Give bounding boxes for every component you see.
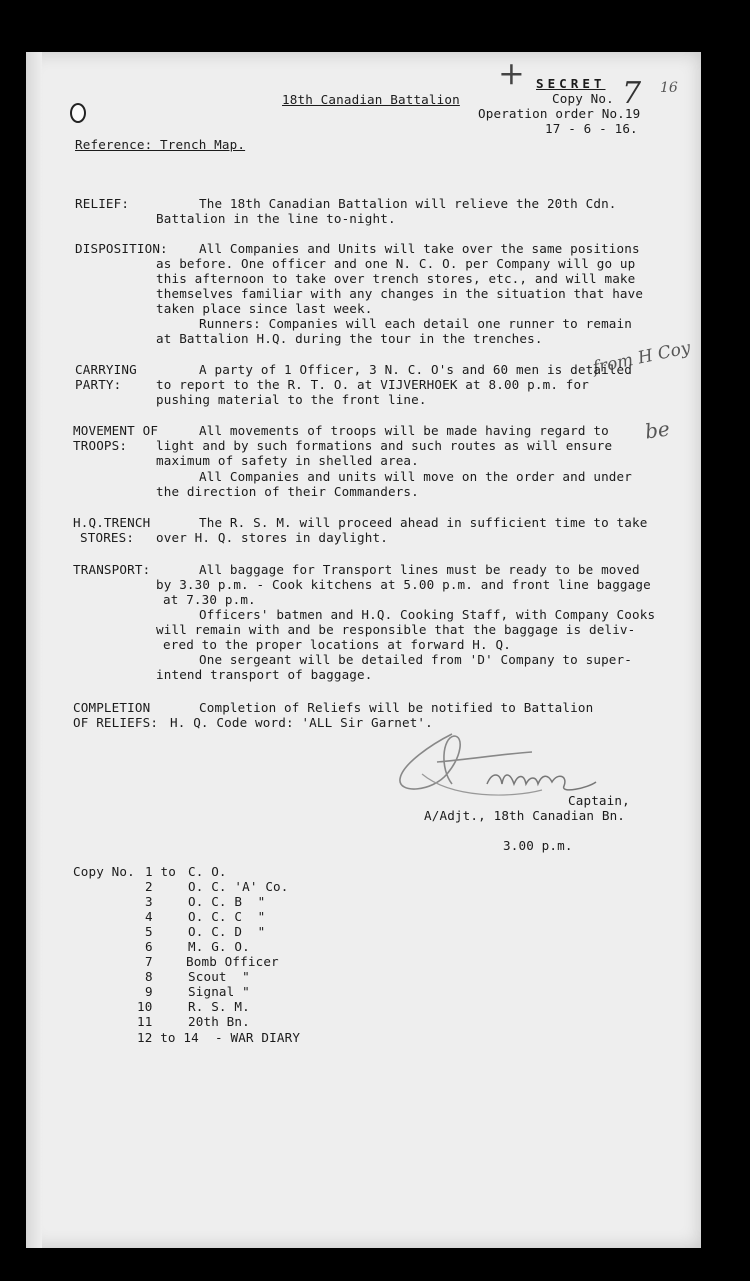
completion-line: Completion of Reliefs will be notified to Battalion xyxy=(199,700,594,715)
completion-heading: OF RELIEFS: xyxy=(73,715,159,730)
hq-trench-line: over H. Q. stores in daylight. xyxy=(156,530,388,545)
transport-heading: TRANSPORT: xyxy=(73,562,151,577)
operation-order-number: Operation order No.19 xyxy=(478,106,641,121)
relief-line: The 18th Canadian Battalion will relieve the 20th Cdn. xyxy=(199,196,617,211)
handwritten-copy-number: 7 xyxy=(622,76,642,111)
hq-trench-heading: STORES: xyxy=(80,530,135,545)
copy-no-label: Copy No. xyxy=(552,91,614,106)
transport-line: will remain with and be responsible that the baggage is deliv- xyxy=(156,622,636,637)
distribution-number: 5 xyxy=(145,924,153,939)
completion-heading: COMPLETION xyxy=(73,700,151,715)
transport-line: All baggage for Transport lines must be ready to be moved xyxy=(199,562,640,577)
distribution-number: 11 xyxy=(137,1014,153,1029)
handwritten-signature xyxy=(392,724,602,804)
disposition-line: this afternoon to take over trench stores, etc., and will make xyxy=(156,271,636,286)
distribution-number: 2 xyxy=(145,879,153,894)
distribution-recipient: C. O. xyxy=(188,864,227,879)
order-date: 17 - 6 - 16. xyxy=(545,121,638,136)
transport-line: by 3.30 p.m. - Cook kitchens at 5.00 p.m. and front line baggage xyxy=(156,577,651,592)
disposition-line: taken place since last week. xyxy=(156,301,373,316)
hq-trench-line: The R. S. M. will proceed ahead in sufficient time to take xyxy=(199,515,648,530)
transport-line: intend transport of baggage. xyxy=(156,667,373,682)
transport-line: ered to the proper locations at forward H. Q. xyxy=(163,637,511,652)
plus-mark: + xyxy=(498,54,525,92)
movement-line: All Companies and units will move on the order and under xyxy=(199,469,632,484)
transport-line: at 7.30 p.m. xyxy=(163,592,256,607)
distribution-number: 8 xyxy=(145,969,153,984)
signatory-appointment: A/Adjt., 18th Canadian Bn. xyxy=(424,808,626,823)
movement-line: the direction of their Commanders. xyxy=(156,484,419,499)
distribution-recipient: 20th Bn. xyxy=(188,1014,250,1029)
movement-heading: TROOPS: xyxy=(73,438,128,453)
distribution-recipient: Bomb Officer xyxy=(186,954,279,969)
distribution-number: 4 xyxy=(145,909,153,924)
issue-time: 3.00 p.m. xyxy=(503,838,573,853)
distribution-recipient: Signal " xyxy=(188,984,250,999)
disposition-line: All Companies and Units will take over the same positions xyxy=(199,241,640,256)
carrying-line: to report to the R. T. O. at VIJVERHOEK at 8.00 p.m. for xyxy=(156,377,589,392)
margin-note-from-coy: from H Coy xyxy=(591,337,693,379)
distribution-number: 10 xyxy=(137,999,153,1014)
disposition-line: Runners: Companies will each detail one runner to remain xyxy=(199,316,632,331)
margin-note-be: be xyxy=(643,416,672,444)
movement-line: All movements of troops will be made having regard to xyxy=(199,423,609,438)
distribution-number: 1 to xyxy=(145,864,176,879)
disposition-line: themselves familiar with any changes in the situation that have xyxy=(156,286,644,301)
distribution-number: 7 xyxy=(145,954,153,969)
disposition-line: as before. One officer and one N. C. O. per Company will go up xyxy=(156,256,636,271)
distribution-recipient: O. C. C " xyxy=(188,909,266,924)
transport-line: One sergeant will be detailed from 'D' Company to super- xyxy=(199,652,632,667)
distribution-recipient: O. C. B " xyxy=(188,894,266,909)
carrying-line: pushing material to the front line. xyxy=(156,392,427,407)
carrying-heading: PARTY: xyxy=(75,377,122,392)
hq-trench-heading: H.Q.TRENCH xyxy=(73,515,151,530)
distribution-number: 3 xyxy=(145,894,153,909)
distribution-recipient: O. C. D " xyxy=(188,924,266,939)
completion-line: H. Q. Code word: 'ALL Sir Garnet'. xyxy=(170,715,433,730)
disposition-heading: DISPOSITION: xyxy=(75,241,168,256)
movement-line: maximum of safety in shelled area. xyxy=(156,453,419,468)
relief-line: Battalion in the line to-night. xyxy=(156,211,396,226)
distribution-number: 9 xyxy=(145,984,153,999)
battalion-heading: 18th Canadian Battalion xyxy=(282,92,460,107)
distribution-recipient: M. G. O. xyxy=(188,939,250,954)
distribution-recipient: R. S. M. xyxy=(188,999,250,1014)
carrying-heading: CARRYING xyxy=(75,362,137,377)
distribution-recipient: - WAR DIARY xyxy=(215,1030,301,1045)
movement-heading: MOVEMENT OF xyxy=(73,423,159,438)
secret-label: SECRET xyxy=(536,76,606,91)
transport-line: Officers' batmen and H.Q. Cooking Staff, with Company Cooks xyxy=(199,607,656,622)
handwritten-page-number: 16 xyxy=(660,80,678,96)
signatory-rank: Captain, xyxy=(568,793,630,808)
distribution-recipient: O. C. 'A' Co. xyxy=(188,879,289,894)
distribution-number: 12 to 14 xyxy=(137,1030,199,1045)
punch-hole xyxy=(70,103,86,123)
distribution-number: 6 xyxy=(145,939,153,954)
disposition-line: at Battalion H.Q. during the tour in the trenches. xyxy=(156,331,543,346)
movement-line: light and by such formations and such routes as will ensure xyxy=(156,438,613,453)
distribution-recipient: Scout " xyxy=(188,969,250,984)
reference-line: Reference: Trench Map. xyxy=(75,137,246,152)
relief-heading: RELIEF: xyxy=(75,196,130,211)
distribution-label: Copy No. xyxy=(73,864,135,879)
carrying-line: A party of 1 Officer, 3 N. C. O's and 60 men is detailed xyxy=(199,362,632,377)
